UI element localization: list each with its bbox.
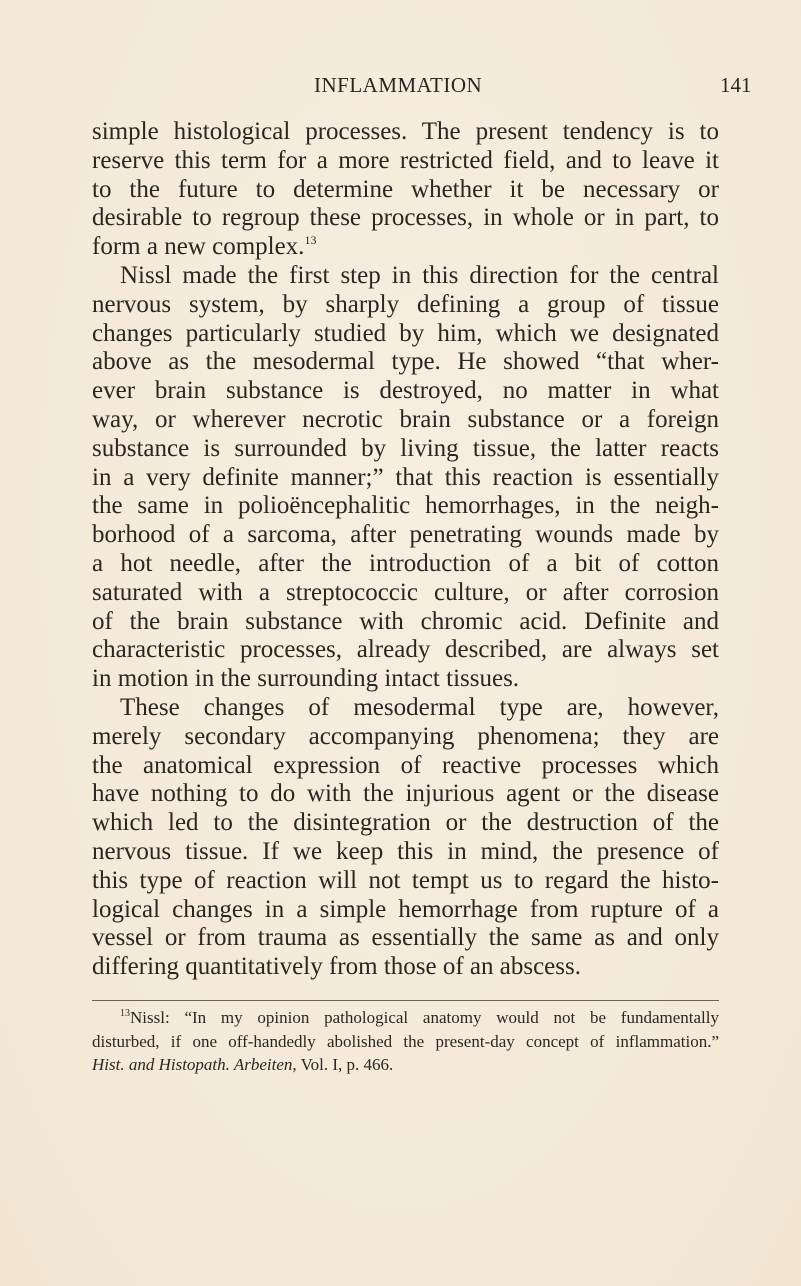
footnote-text: Nissl: “In my opinion pathological anatomy would not be fundamentally (130, 1008, 719, 1027)
text-line: a hot needle, after the introduction of a bit of cotton (92, 549, 719, 577)
text-line: substance is surrounded by living tissue, the latter reacts (92, 434, 719, 462)
text-line: saturated with a streptococcic culture, or after corrosion (92, 578, 719, 606)
text-line: the anatomical expression of reactive processes which (92, 751, 719, 779)
text-span: form a new complex. (92, 233, 305, 261)
text-line: merely secondary accompanying phenomena; they are (92, 722, 719, 750)
footnote-line (92, 1006, 719, 1030)
text-line: vessel or from trauma as essentially the same as and only (92, 924, 719, 952)
footnote (92, 1006, 719, 1077)
text-line: have nothing to do with the injurious agent or the disease (92, 780, 719, 808)
text-line: ever brain substance is destroyed, no matter in what (92, 377, 719, 405)
text-line: desirable to regroup these processes, in whole or in part, to (92, 204, 719, 232)
text-line: of the brain substance with chromic acid. Definite and (92, 607, 719, 635)
text-line: way, or wherever necrotic brain substance or a foreign (92, 405, 719, 433)
text-line: this type of reaction will not tempt us to regard the histo- (92, 866, 719, 894)
page-number: 141 (720, 73, 752, 97)
text-line: above as the mesodermal type. He showed “that wher- (92, 348, 719, 376)
text-line: in motion in the surrounding intact tissues. (92, 665, 520, 693)
text-line: to the future to determine whether it be necessary or (92, 175, 719, 203)
footnote-line: disturbed, if one off-handedly abolished the present-day concept of inflammation.” (92, 1031, 719, 1051)
text-line: reserve this term for a more restricted field, and to leave it (92, 146, 719, 174)
text-line: simple histological processes. The present tendency is to (92, 118, 719, 145)
text-line: nervous tissue. If we keep this in mind, the presence of (92, 837, 719, 865)
footnote-number: 13 (120, 1008, 130, 1019)
text-line: the same in polioëncephalitic hemorrhages, in the neigh- (92, 492, 719, 520)
running-head (0, 73, 801, 103)
body-text (92, 118, 719, 982)
text-line: which led to the disintegration or the destruction of the (92, 809, 719, 837)
citation-title: Hist. and Histopath. Arbeiten (92, 1055, 293, 1074)
text-line: changes particularly studied by him, which we designated (92, 319, 719, 347)
text-line: borhood of a sarcoma, after penetrating wounds made by (92, 521, 719, 549)
text-line: characteristic processes, already described, are always set (92, 636, 719, 664)
chapter-title: INFLAMMATION (314, 73, 483, 97)
paragraph-start-line: Nissl made the first step in this direction for the central (120, 261, 719, 289)
footnote-reference[interactable]: 13 (304, 233, 317, 248)
footnote-divider (92, 1000, 719, 1001)
text-line: differing quantitatively from those of an abscess. (92, 953, 581, 981)
paragraph-start-line: These changes of mesodermal type are, however, (120, 693, 719, 721)
footnote-line (92, 1053, 719, 1077)
citation-detail: , Vol. I, p. 466. (292, 1055, 394, 1074)
text-line: in a very definite manner;” that this reaction is essentially (92, 463, 719, 491)
text-line (92, 233, 719, 262)
text-line: nervous system, by sharply defining a group of tissue (92, 290, 719, 318)
text-line: logical changes in a simple hemorrhage from rupture of a (92, 895, 719, 923)
